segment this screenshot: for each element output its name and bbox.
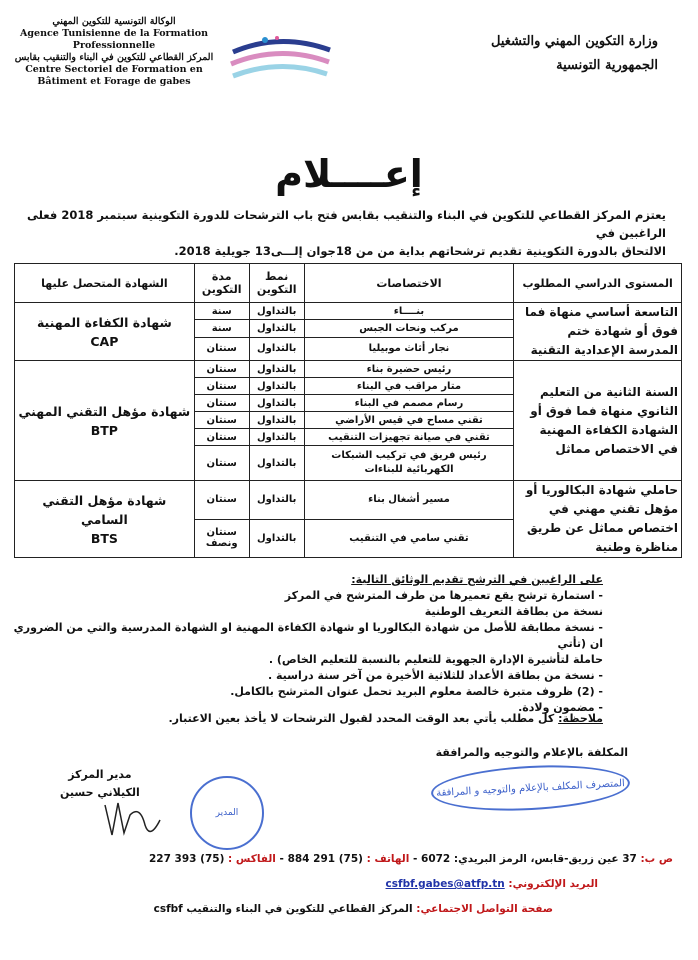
duration-cell: سنة <box>194 303 249 320</box>
duration-cell: سنة <box>194 320 249 337</box>
specialty-cell: رئيس حضيرة بناء <box>304 361 514 378</box>
mode-cell: بالتداول <box>249 361 304 378</box>
ministry-name: وزارة التكوين المهني والتشغيل <box>491 34 658 49</box>
document-item: - استمارة ترشح يقع تعميرها من طرف المترشح في المركز <box>284 589 603 602</box>
center-fr: Centre Sectoriel de Formation en <box>25 64 203 75</box>
specialty-cell: تقني سامي في التنقيب <box>304 519 514 558</box>
document-item: - (2) ظروف متبرة خالصة معلوم البريد تحمل عنوان المترشح بالكامل. <box>230 685 603 698</box>
mode-cell: بالتداول <box>249 481 304 520</box>
certificate-name: شهادة الكفاءة المهنية <box>36 314 172 330</box>
phone-number: (75) 291 884 - <box>279 853 363 865</box>
level-cell: التاسعة أساسي منهاة فما فوق أو شهادة ختم المدرسة الإعدادية التقنية <box>514 303 682 361</box>
mode-cell: بالتداول <box>249 337 304 360</box>
specialty-cell: رسام مصمم في البناء <box>304 395 514 412</box>
certificate-code: BTS <box>90 530 118 546</box>
phone-label: الهاتف : <box>366 853 410 865</box>
footer-social <box>154 903 553 915</box>
intro-paragraph <box>16 206 666 260</box>
center-stamp: المدير <box>190 776 264 850</box>
director-name: الكيلاني حسين <box>60 786 140 799</box>
header-certificate: الشهادة المتحصل عليها <box>15 264 195 303</box>
center-fr-2: Bâtiment et Forage de gabes <box>37 76 191 87</box>
director-signature <box>100 795 180 849</box>
level-cell: حاملي شهادة البكالوريا أو مؤهل تقني مهني في اختصاص مماثل عن طريق مناظرة وطنية <box>514 481 682 558</box>
note <box>3 712 603 725</box>
header-duration: مدة التكوين <box>194 264 249 303</box>
specialty-cell: بنــــاء <box>304 303 514 320</box>
table-row <box>15 361 682 378</box>
agency-fr-2: Professionnelle <box>72 40 156 51</box>
required-documents <box>3 572 603 716</box>
address-label: ص ب: <box>640 853 673 865</box>
header-specialty: الاختصاصات <box>304 264 514 303</box>
note-text: كل مطلب يأتي بعد الوقت المحدد لقبول الترشحات لا يأخذ بعين الاعتبار. <box>168 712 555 725</box>
footer-email <box>386 878 598 890</box>
atfp-logo <box>225 30 335 104</box>
email-link[interactable]: csfbf.gabes@atfp.tn <box>385 878 505 890</box>
mode-cell: بالتداول <box>249 320 304 337</box>
duration-cell: سنتان ونصف <box>194 519 249 558</box>
certificate-cell <box>15 303 195 361</box>
mode-cell: بالتداول <box>249 446 304 481</box>
programs-table <box>14 263 682 558</box>
document-item: - نسخة من بطاقة الأعداد للثلاثية الأخيرة من آخر سنة دراسية . <box>267 669 603 682</box>
social-name: المركز القطاعي للتكوين في البناء والتنقيب csfbf <box>153 903 413 915</box>
specialty-cell: تقني في صيانة تجهيزات التنقيب <box>304 429 514 446</box>
duration-cell: سنتان <box>194 446 249 481</box>
intro-line-2: الالتحاق بالدورة التكوينية تقديم ترشحاتهم بداية من من 18جوان إلـــى13 جويلية 2018. <box>174 244 666 258</box>
center-ar: المركز القطاعي للتكوين في البناء والتنقيب بقابس <box>14 52 214 63</box>
director-title: مدير المركز <box>68 768 132 781</box>
specialty-cell: رئيس فريق في تركيب الشبكات الكهربائية للبناءات <box>304 446 514 481</box>
mode-cell: بالتداول <box>249 519 304 558</box>
document-item: حاملة لتأشيرة الإدارة الجهوية للتعليم بالنسبة للتعليم الخاص) . <box>268 653 603 666</box>
agency-ar: الوكالة التونسية للتكوين المهني <box>52 16 176 27</box>
social-label: صفحة التواصل الاجتماعي: <box>416 903 553 915</box>
specialty-cell: مركب ونحات الجبس <box>304 320 514 337</box>
certificate-cell <box>15 481 195 558</box>
table-row <box>15 481 682 520</box>
certificate-name: شهادة مؤهل التقني المهني <box>18 403 191 419</box>
intro-line-1: يعتزم المركز القطاعي للتكوين في البناء والتنقيب بقابس فتح باب الترشحات للدورة التكوينية سبتمبر 2018 فعلى الراغبين في <box>26 208 666 240</box>
footer-address <box>149 853 673 865</box>
specialty-cell: تقني مساح في قيس الأراضي <box>304 412 514 429</box>
document-item: نسخة من بطاقة التعريف الوطنية <box>424 605 603 618</box>
certificate-name: شهادة مؤهل التقني السامي <box>42 492 167 527</box>
level-cell: السنة الثانية من التعليم الثانوي منهاة فما فوق أو الشهادة الكفاءة المهنية في الاختصاص مماثل <box>514 361 682 481</box>
document-item: - نسخة مطابقة للأصل من شهادة البكالوريا او شهادة الكفاءة المهنية او الشهادة المدرسية والتي من الضروري ان (تأتي <box>13 621 603 650</box>
table-row <box>15 303 682 320</box>
header-mode: نمط التكوين <box>249 264 304 303</box>
documents-heading: على الراغبين في الترشح تقديم الوثائق التالية: <box>351 573 603 586</box>
duration-cell: سنتان <box>194 378 249 395</box>
header-level: المستوى الدراسي المطلوب <box>514 264 682 303</box>
specialty-cell: متار مراقب في البناء <box>304 378 514 395</box>
duration-cell: سنتان <box>194 337 249 360</box>
mode-cell: بالتداول <box>249 395 304 412</box>
header-right <box>458 30 658 78</box>
specialty-cell: نجار أثاث موبيليا <box>304 337 514 360</box>
duration-cell: سنتان <box>194 429 249 446</box>
agency-fr: Agence Tunisienne de la Formation <box>20 28 208 39</box>
fax-number: (75) 393 227 <box>148 853 225 865</box>
duration-cell: سنتان <box>194 412 249 429</box>
specialty-cell: مسير أشغال بناء <box>304 481 514 520</box>
fax-label: الفاكس : <box>228 853 276 865</box>
note-label: ملاحظة: <box>558 712 603 725</box>
mode-cell: بالتداول <box>249 378 304 395</box>
duration-cell: سنتان <box>194 481 249 520</box>
table-header-row <box>15 264 682 303</box>
responsible-title: المكلفة بالإعلام والتوجيه والمرافقة <box>435 746 628 759</box>
email-label: البريد الإلكتروني: <box>508 878 598 890</box>
header-left <box>14 16 214 88</box>
responsible-stamp: المتصرف المكلف بالإعلام والتوجيه و المرافقة <box>430 761 631 815</box>
certificate-cell <box>15 361 195 481</box>
republic-name: الجمهورية التونسية <box>556 58 658 73</box>
document-item: - مضمون ولادة. <box>518 701 603 714</box>
certificate-code: BTP <box>90 422 118 438</box>
mode-cell: بالتداول <box>249 429 304 446</box>
mode-cell: بالتداول <box>249 303 304 320</box>
mode-cell: بالتداول <box>249 412 304 429</box>
address-text: 37 عين زريق-قابس، الرمز البريدي: 6072 - <box>413 853 637 865</box>
duration-cell: سنتان <box>194 395 249 412</box>
announcement-title: إعــــلام <box>275 152 423 196</box>
duration-cell: سنتان <box>194 361 249 378</box>
certificate-code: CAP <box>90 333 119 349</box>
